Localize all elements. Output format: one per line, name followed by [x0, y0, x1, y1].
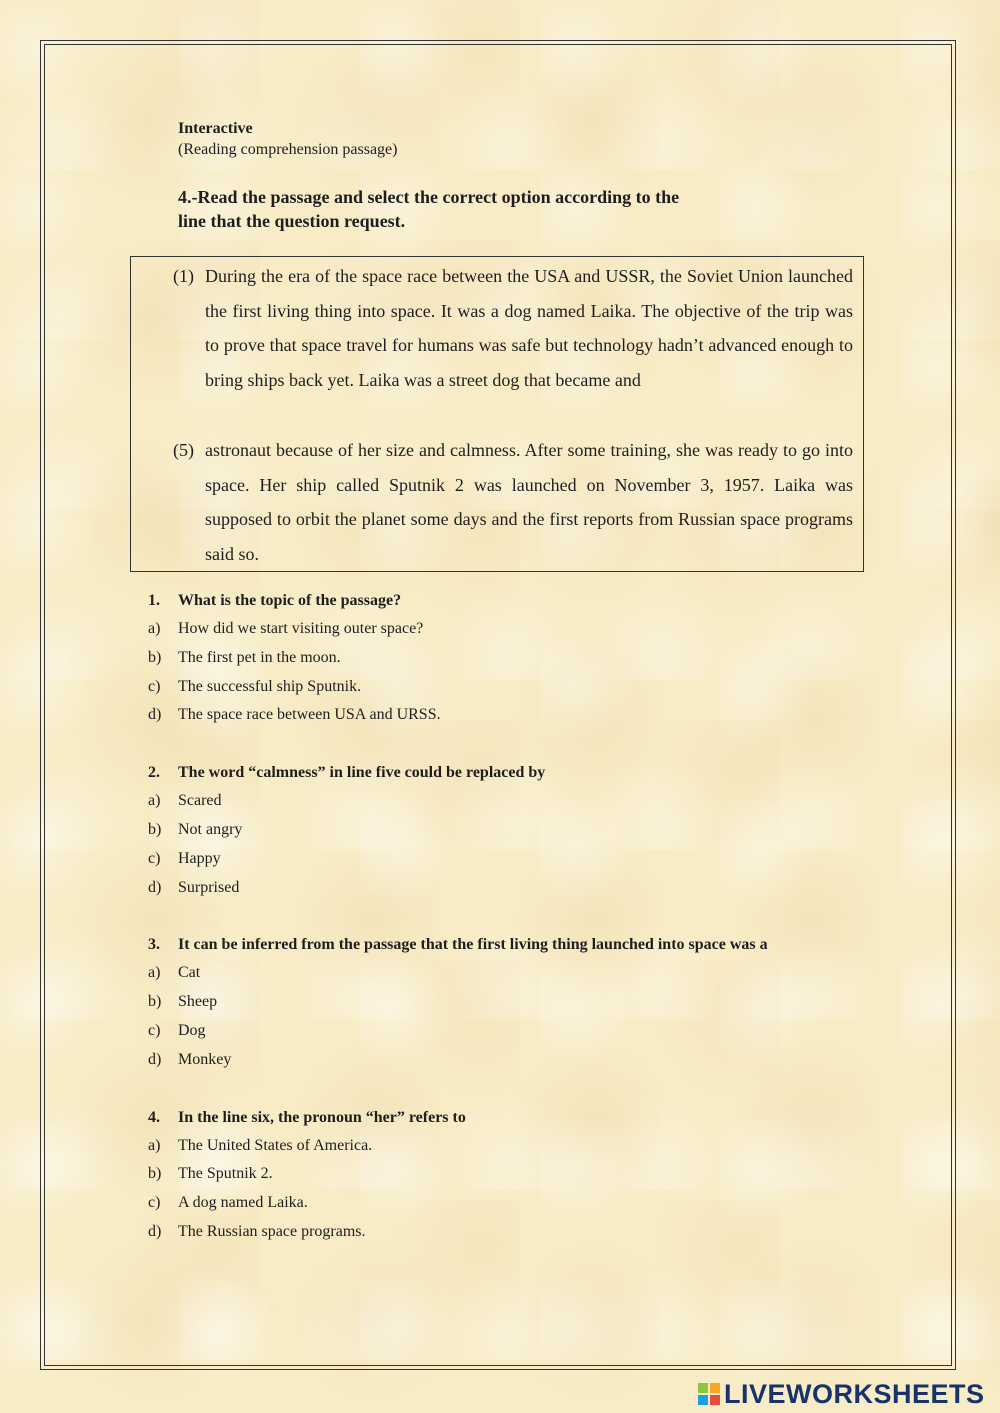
question-4 — [148, 1107, 858, 1243]
option-2d[interactable] — [148, 877, 858, 899]
option-1d[interactable] — [148, 704, 858, 726]
option-2b[interactable] — [148, 819, 858, 841]
question-text: It can be inferred from the passage that the first living thing launched into space was a — [178, 936, 768, 954]
option-text: Surprised — [178, 878, 240, 896]
passage-box — [130, 256, 864, 572]
worksheet-subtitle: (Reading comprehension passage) — [178, 141, 398, 158]
question-1 — [148, 590, 858, 726]
option-letter: a) — [148, 964, 161, 982]
option-3d[interactable] — [148, 1049, 858, 1071]
worksheet-header — [178, 118, 818, 160]
option-1c[interactable] — [148, 676, 858, 698]
question-gap — [148, 733, 858, 762]
option-text: Dog — [178, 1021, 206, 1039]
passage-paragraph-1 — [173, 259, 853, 397]
option-letter: d) — [148, 878, 162, 896]
option-2c[interactable] — [148, 848, 858, 870]
question-text: The word “calmness” in line five could be replaced by — [178, 764, 546, 782]
option-text: How did we start visiting outer space? — [178, 620, 424, 637]
option-text: The successful ship Sputnik. — [178, 677, 362, 695]
option-text: Scared — [178, 792, 222, 810]
option-4b[interactable] — [148, 1163, 858, 1185]
passage-text-1: During the era of the space race between the USA and USSR, the Soviet Union launched the first living thing into space. It was a dog named Laika. The objective of the trip was to prove that space travel for humans was safe but technology hadn’t advanced enough to bring ships back yet. Laika was a street dog that became and — [205, 266, 853, 390]
option-letter: c) — [148, 677, 161, 695]
option-text: The Russian space programs. — [178, 1222, 366, 1240]
option-text: Happy — [178, 849, 221, 867]
question-text: In the line six, the pronoun “her” refers to — [178, 1108, 466, 1126]
option-text: A dog named Laika. — [178, 1194, 308, 1212]
passage-paragraph-5 — [173, 433, 853, 571]
question-gap — [148, 1078, 858, 1107]
option-text: The first pet in the moon. — [178, 648, 341, 666]
option-4a[interactable] — [148, 1135, 858, 1157]
option-1a[interactable] — [148, 618, 858, 640]
question-gap — [148, 905, 858, 934]
option-3c[interactable] — [148, 1020, 858, 1042]
option-letter: d) — [148, 706, 162, 724]
option-text: Cat — [178, 964, 201, 982]
logo-text: LIVEWORKSHEETS — [724, 1379, 985, 1409]
option-letter: b) — [148, 820, 162, 838]
option-letter: b) — [148, 1165, 162, 1183]
option-2a[interactable] — [148, 790, 858, 812]
option-4d[interactable] — [148, 1221, 858, 1243]
liveworksheets-logo[interactable] — [698, 1377, 985, 1411]
option-letter: c) — [148, 849, 161, 867]
instruction-line-1: 4.-Read the passage and select the correct option according to the — [178, 187, 680, 207]
question-2 — [148, 762, 858, 898]
liveworksheets-blocks-icon — [698, 1383, 720, 1405]
question-number: 3. — [148, 936, 160, 954]
question-list — [148, 590, 858, 1250]
instruction-line-2: line that the question request. — [178, 211, 406, 231]
option-text: The United States of America. — [178, 1136, 373, 1154]
worksheet-title: Interactive — [178, 120, 253, 137]
question-3 — [148, 934, 858, 1070]
line-number-5: (5) — [173, 440, 194, 460]
option-letter: a) — [148, 792, 161, 810]
question-number: 1. — [148, 592, 160, 609]
option-text: Sheep — [178, 993, 218, 1011]
option-letter: d) — [148, 1222, 162, 1240]
option-letter: d) — [148, 1050, 162, 1068]
question-number: 2. — [148, 764, 160, 782]
option-text: Monkey — [178, 1050, 232, 1068]
option-letter: b) — [148, 648, 162, 666]
question-stem — [148, 934, 858, 956]
option-text: Not angry — [178, 820, 243, 838]
question-stem — [148, 1107, 858, 1129]
question-text: What is the topic of the passage? — [178, 592, 402, 609]
option-text: The space race between USA and URSS. — [178, 706, 441, 724]
option-4c[interactable] — [148, 1192, 858, 1214]
option-3b[interactable] — [148, 991, 858, 1013]
option-letter: c) — [148, 1021, 161, 1039]
option-text: The Sputnik 2. — [178, 1165, 273, 1183]
option-letter: b) — [148, 993, 162, 1011]
question-number: 4. — [148, 1108, 160, 1126]
question-stem — [148, 762, 858, 784]
option-letter: a) — [148, 620, 161, 637]
option-letter: c) — [148, 1194, 161, 1212]
option-1b[interactable] — [148, 647, 858, 669]
option-letter: a) — [148, 1136, 161, 1154]
option-3a[interactable] — [148, 962, 858, 984]
passage-text-5: astronaut because of her size and calmness. After some training, she was ready to go into space. Her ship called Sputnik 2 was launched on November 3, 1957. Laika was supposed to orbit the planet some days and the first reports from Russian space programs said so. — [205, 440, 853, 564]
line-number-1: (1) — [173, 266, 194, 286]
question-stem — [148, 590, 858, 612]
instruction-text — [178, 185, 818, 233]
